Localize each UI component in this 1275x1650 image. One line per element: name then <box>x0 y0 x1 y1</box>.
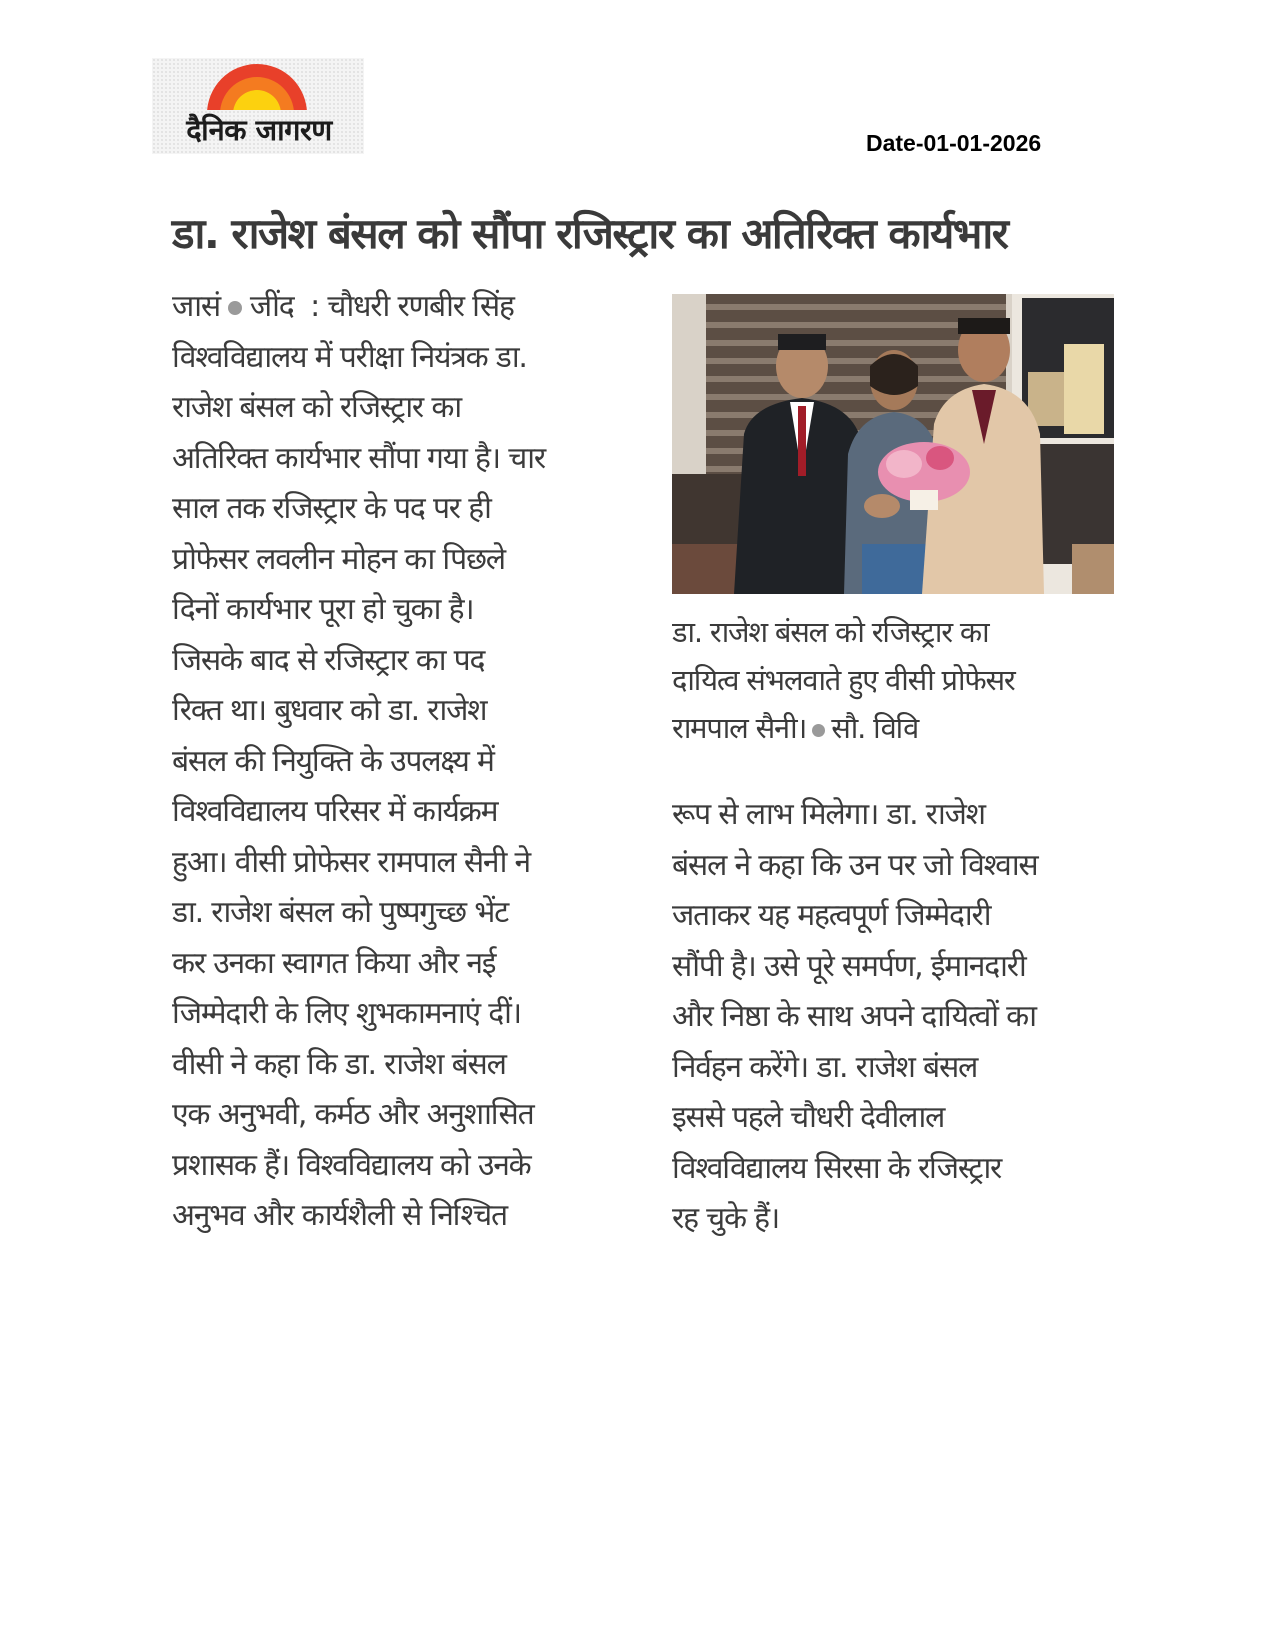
dateline-place: जींद <box>249 289 294 324</box>
clipping-date: Date-01-01-2026 <box>866 130 1042 156</box>
body-line: राजेश बंसल को रजिस्ट्रार का <box>172 390 461 425</box>
body-line: विश्वविद्यालय सिरसा के रजिस्ट्रार <box>672 1150 1002 1186</box>
bullet-dot-icon <box>812 724 825 737</box>
body-line: रह चुके हैं। <box>672 1201 780 1236</box>
body-line: सौंपी है। उसे पूरे समर्पण, ईमानदारी <box>672 948 1026 984</box>
photo-credit: सौ. विवि <box>831 711 919 745</box>
body-line: एक अनुभवी, कर्मठ और अनुशासित <box>172 1097 534 1132</box>
body-line: बंसल की नियुक्ति के उपलक्ष्य में <box>172 743 494 779</box>
body-line: प्रशासक हैं। विश्वविद्यालय को उनके <box>172 1147 531 1183</box>
body-line: जिसके बाद से रजिस्ट्रार का पद <box>172 642 485 678</box>
article-body-right-column <box>672 790 1112 1245</box>
body-line: अतिरिक्त कार्यभार सौंपा गया है। चार <box>172 440 545 476</box>
body-line: इससे पहले चौधरी देवीलाल <box>672 1100 945 1135</box>
newspaper-logo <box>152 58 364 154</box>
body-line: बंसल ने कहा कि उन पर जो विश्वास <box>672 847 1038 883</box>
photo-caption <box>672 608 1122 752</box>
body-line: साल तक रजिस्ट्रार के पद पर ही <box>172 491 491 526</box>
body-line: और निष्ठा के साथ अपने दायित्वों का <box>672 999 1036 1034</box>
body-line: कर उनका स्वागत किया और नई <box>172 945 496 981</box>
caption-last-line: रामपाल सैनी। <box>672 711 807 745</box>
article-photo <box>672 294 1114 594</box>
body-line: वीसी ने कहा कि डा. राजेश बंसल <box>172 1046 506 1082</box>
body-line: विश्वविद्यालय में परीक्षा नियंत्रक डा. <box>172 339 527 375</box>
logo-wordmark: दैनिक जागरण <box>186 113 332 147</box>
caption-line: डा. राजेश बंसल को रजिस्ट्रार का <box>672 615 989 649</box>
dateline-text: : चौधरी रणबीर सिंह <box>310 289 514 324</box>
dateline-agency: जासं <box>172 289 220 324</box>
dateline <box>172 282 612 333</box>
body-line: दिनों कार्यभार पूरा हो चुका है। <box>172 592 474 627</box>
bullet-dot-icon <box>228 301 242 315</box>
body-line: हुआ। वीसी प्रोफेसर रामपाल सैनी ने <box>172 844 530 880</box>
article-body-left-column <box>172 282 612 1242</box>
body-line: जिम्मेदारी के लिए शुभकामनाएं दीं। <box>172 996 521 1031</box>
body-line: रूप से लाभ मिलेगा। डा. राजेश <box>672 797 985 832</box>
body-line: जताकर यह महत्वपूर्ण जिम्मेदारी <box>672 898 991 933</box>
body-line: विश्वविद्यालय परिसर में कार्यक्रम <box>172 794 498 829</box>
body-line: डा. राजेश बंसल को पुष्पगुच्छ भेंट <box>172 895 509 930</box>
body-line: प्रोफेसर लवलीन मोहन का पिछले <box>172 541 505 577</box>
caption-line <box>672 704 1122 752</box>
article-headline: डा. राजेश बंसल को सौंपा रजिस्ट्रार का अतिरिक्त कार्यभार <box>172 209 1008 258</box>
caption-line: दायित्व संभलवाते हुए वीसी प्रोफेसर <box>672 663 1015 697</box>
body-line: रिक्त था। बुधवार को डा. राजेश <box>172 693 487 728</box>
body-line: निर्वहन करेंगे। डा. राजेश बंसल <box>672 1049 978 1085</box>
body-line: अनुभव और कार्यशैली से निश्चित <box>172 1198 507 1233</box>
rising-sun-logo-icon <box>204 64 310 110</box>
